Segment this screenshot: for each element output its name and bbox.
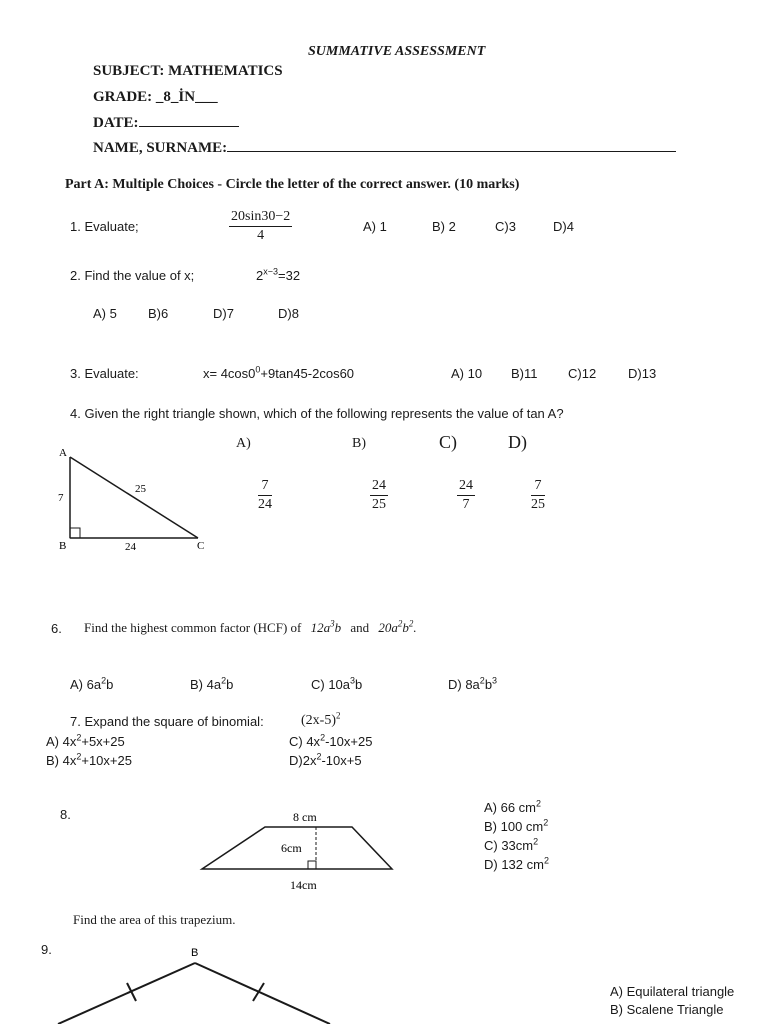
q4-option-c[interactable]: C) <box>439 432 457 452</box>
q6-term2-exp: 2 <box>397 618 403 629</box>
q7-expr-exp: 2 <box>336 710 341 721</box>
q4-fraction-b-num: 24 <box>372 478 386 493</box>
q4-fraction-a <box>258 478 272 513</box>
q6-and: and <box>350 620 370 635</box>
q1-numerator: 20sin30−2 <box>231 209 291 224</box>
q7-option-d-post: -10x+5 <box>321 753 362 768</box>
q1-option-a[interactable]: A) 1 <box>363 219 387 234</box>
vertex-c-label: C <box>197 540 205 552</box>
q4-option-a[interactable]: A) <box>236 436 251 451</box>
q3-label: 3. Evaluate: <box>70 366 139 381</box>
q8-option-c[interactable] <box>484 838 538 853</box>
q3-degree: 0 <box>255 364 261 375</box>
q4-fraction-c-den: 7 <box>462 497 470 512</box>
q3-expr-a: x= 4cos0 <box>203 366 256 381</box>
date-blank[interactable] <box>139 114 239 127</box>
q4-label: 4. Given the right triangle shown, which of the following represents the value of tan A? <box>70 406 564 421</box>
q8-caption: Find the area of this trapezium. <box>73 912 236 927</box>
q7-option-b[interactable] <box>46 753 132 768</box>
q7-expr-base: (2x-5) <box>301 713 336 728</box>
q7-option-a-post: +5x+25 <box>81 734 125 749</box>
q8-number: 8. <box>60 807 71 822</box>
q6-option-c-pre: C) 10a <box>311 677 351 692</box>
q4-fraction-a-den: 24 <box>258 497 272 512</box>
q8-option-b-exp: 2 <box>543 817 549 828</box>
q8-option-c-pre: C) 33cm <box>484 838 534 853</box>
q8-trapezium-diagram <box>195 805 400 900</box>
q8-option-d[interactable] <box>484 857 549 872</box>
q6-option-a-post: b <box>106 677 114 692</box>
q6-text: Find the highest common factor (HCF) of <box>84 620 302 635</box>
q6-option-c-exp: 3 <box>350 675 356 686</box>
q4-fraction-a-bar <box>258 495 272 496</box>
q1-option-c[interactable]: C)3 <box>495 219 516 234</box>
trapezium-bottom-label: 14cm <box>290 878 317 892</box>
q2-rest: =32 <box>278 268 301 283</box>
q6-number: 6. <box>51 621 62 636</box>
q4-fraction-b-bar <box>370 495 388 496</box>
q2-base: 2 <box>256 268 264 283</box>
q6-option-d-exp: 2 <box>479 675 485 686</box>
q1-label: 1. Evaluate; <box>70 219 139 234</box>
trapezium-height-label: 6cm <box>281 841 302 855</box>
q7-option-d-pre: D)2x <box>289 753 317 768</box>
q4-fraction-d-bar <box>531 495 545 496</box>
q6-option-b-pre: B) 4a <box>190 677 222 692</box>
q9-option-a[interactable]: A) Equilateral triangle <box>610 984 735 999</box>
q2-label: 2. Find the value of x; <box>70 268 195 283</box>
q4-fraction-b <box>370 478 388 513</box>
name-line <box>93 139 676 157</box>
date-label: DATE: <box>93 115 139 131</box>
q8-option-c-exp: 2 <box>533 836 539 847</box>
q6-option-c-post: b <box>355 677 363 692</box>
q7-option-d-exp: 2 <box>316 751 322 762</box>
q8-option-d-exp: 2 <box>543 855 549 866</box>
q1-denominator: 4 <box>257 228 265 243</box>
q4-fraction-d <box>531 478 545 513</box>
q6-term2: $20a^2b^2$. <box>378 618 417 635</box>
name-blank[interactable] <box>227 139 676 152</box>
q6-option-d-exp2: 3 <box>492 675 498 686</box>
q6-option-b-exp: 2 <box>221 675 227 686</box>
q2-option-d[interactable]: D)8 <box>278 306 299 321</box>
page-title: SUMMATIVE ASSESSMENT <box>308 44 486 59</box>
q7-option-a[interactable] <box>46 734 125 749</box>
q7-option-b-post: +10x+25 <box>81 753 132 768</box>
q3-option-d[interactable]: D)13 <box>628 366 657 381</box>
q2-option-a[interactable]: A) 5 <box>93 306 117 321</box>
q6-option-b[interactable] <box>190 677 233 692</box>
q3-expr-b: +9tan45-2cos60 <box>260 366 355 381</box>
q9-triangle-diagram <box>40 940 360 1024</box>
part-a-heading: Part A: Multiple Choices - Circle the letter of the correct answer. (10 marks) <box>65 177 520 192</box>
side-bc-label: 24 <box>125 541 136 553</box>
q4-triangle-diagram <box>50 440 220 560</box>
q4-option-d[interactable]: D) <box>508 432 527 452</box>
q7-expression <box>301 710 341 729</box>
q7-option-c-pre: C) 4x <box>289 734 321 749</box>
q3-expression <box>203 366 354 381</box>
q7-option-d[interactable] <box>289 753 362 768</box>
side-ab-label: 7 <box>58 492 64 504</box>
q9-left-side <box>58 963 195 1024</box>
q7-option-c-exp: 2 <box>320 732 326 743</box>
subject-line: SUBJECT: MATHEMATICS <box>93 63 283 79</box>
triangle-side-ac <box>70 457 198 538</box>
q7-option-b-exp: 2 <box>76 751 82 762</box>
q2-option-c[interactable]: D)7 <box>213 306 234 321</box>
q4-fraction-d-den: 25 <box>531 497 545 512</box>
q3-option-a[interactable]: A) 10 <box>451 366 483 381</box>
q9-vertex-b-label: B <box>191 947 199 959</box>
q6-term1-base: 12a <box>310 620 331 635</box>
vertex-a-label: A <box>59 447 67 459</box>
q1-option-b[interactable]: B) 2 <box>432 219 456 234</box>
q9-number: 9. <box>41 942 52 957</box>
q8-option-b-pre: B) 100 cm <box>484 819 544 834</box>
q8-option-a-pre: A) 66 cm <box>484 800 537 815</box>
q3-option-c[interactable]: C)12 <box>568 366 597 381</box>
q4-fraction-c-bar <box>457 495 475 496</box>
q6-option-a-exp: 2 <box>101 675 107 686</box>
q9-right-side <box>195 963 330 1024</box>
q4-fraction-b-den: 25 <box>372 497 386 512</box>
q6-question <box>84 620 417 636</box>
q1-fraction-bar <box>229 226 292 227</box>
q6-option-d[interactable] <box>448 677 497 692</box>
q9-right-tick <box>253 983 264 1001</box>
q8-option-b[interactable] <box>484 819 548 834</box>
q7-option-a-pre: A) 4x <box>46 734 77 749</box>
q6-term1 <box>311 620 342 635</box>
q7-option-b-pre: B) 4x <box>46 753 77 768</box>
q4-fraction-d-num: 7 <box>534 478 542 493</box>
q6-term2-mid: b <box>402 620 409 635</box>
q6-option-d-pre: D) 8a <box>448 677 480 692</box>
q6-term1-end: b <box>334 620 342 635</box>
side-ac-label: 25 <box>135 483 146 495</box>
q9-option-b[interactable]: B) Scalene Triangle <box>610 1002 724 1017</box>
q6-term2-exp2: 2 <box>408 618 414 629</box>
name-label: NAME, SURNAME: <box>93 140 228 156</box>
q8-option-d-pre: D) 132 cm <box>484 857 544 872</box>
q4-fraction-a-num: 7 <box>261 478 269 493</box>
trapezium-right-angle <box>308 861 316 869</box>
q6-term2-base: 20a <box>378 620 398 635</box>
q4-option-b[interactable]: B) <box>352 436 366 451</box>
q1-option-d[interactable]: D)4 <box>553 219 574 234</box>
date-line <box>93 114 239 132</box>
q6-option-a-pre: A) 6a <box>70 677 102 692</box>
q8-option-a[interactable] <box>484 800 541 815</box>
q3-option-b[interactable]: B)11 <box>511 366 538 381</box>
q6-option-a[interactable] <box>70 677 113 692</box>
q7-label: 7. Expand the square of binomial: <box>70 714 264 729</box>
q2-exponent: x−3 <box>263 266 278 277</box>
vertex-b-label: B <box>59 540 67 552</box>
q2-expression <box>256 268 300 283</box>
q6-option-c[interactable] <box>311 677 362 692</box>
q6-option-b-post: b <box>226 677 234 692</box>
q4-fraction-c-num: 24 <box>459 478 473 493</box>
q4-fraction-c <box>457 478 475 513</box>
q6-term1-exp: 3 <box>330 618 335 629</box>
q8-option-a-exp: 2 <box>536 798 542 809</box>
trapezium-top-label: 8 cm <box>293 810 317 824</box>
q6-option-d-mid: b <box>484 677 493 692</box>
grade-line: GRADE: _8_İN___ <box>93 89 218 105</box>
q1-fraction <box>229 209 292 244</box>
q7-option-c[interactable] <box>289 734 372 749</box>
q2-option-b[interactable]: B)6 <box>148 306 169 321</box>
q7-option-c-post: -10x+25 <box>325 734 373 749</box>
q7-option-a-exp: 2 <box>76 732 82 743</box>
right-angle-marker <box>70 528 80 538</box>
